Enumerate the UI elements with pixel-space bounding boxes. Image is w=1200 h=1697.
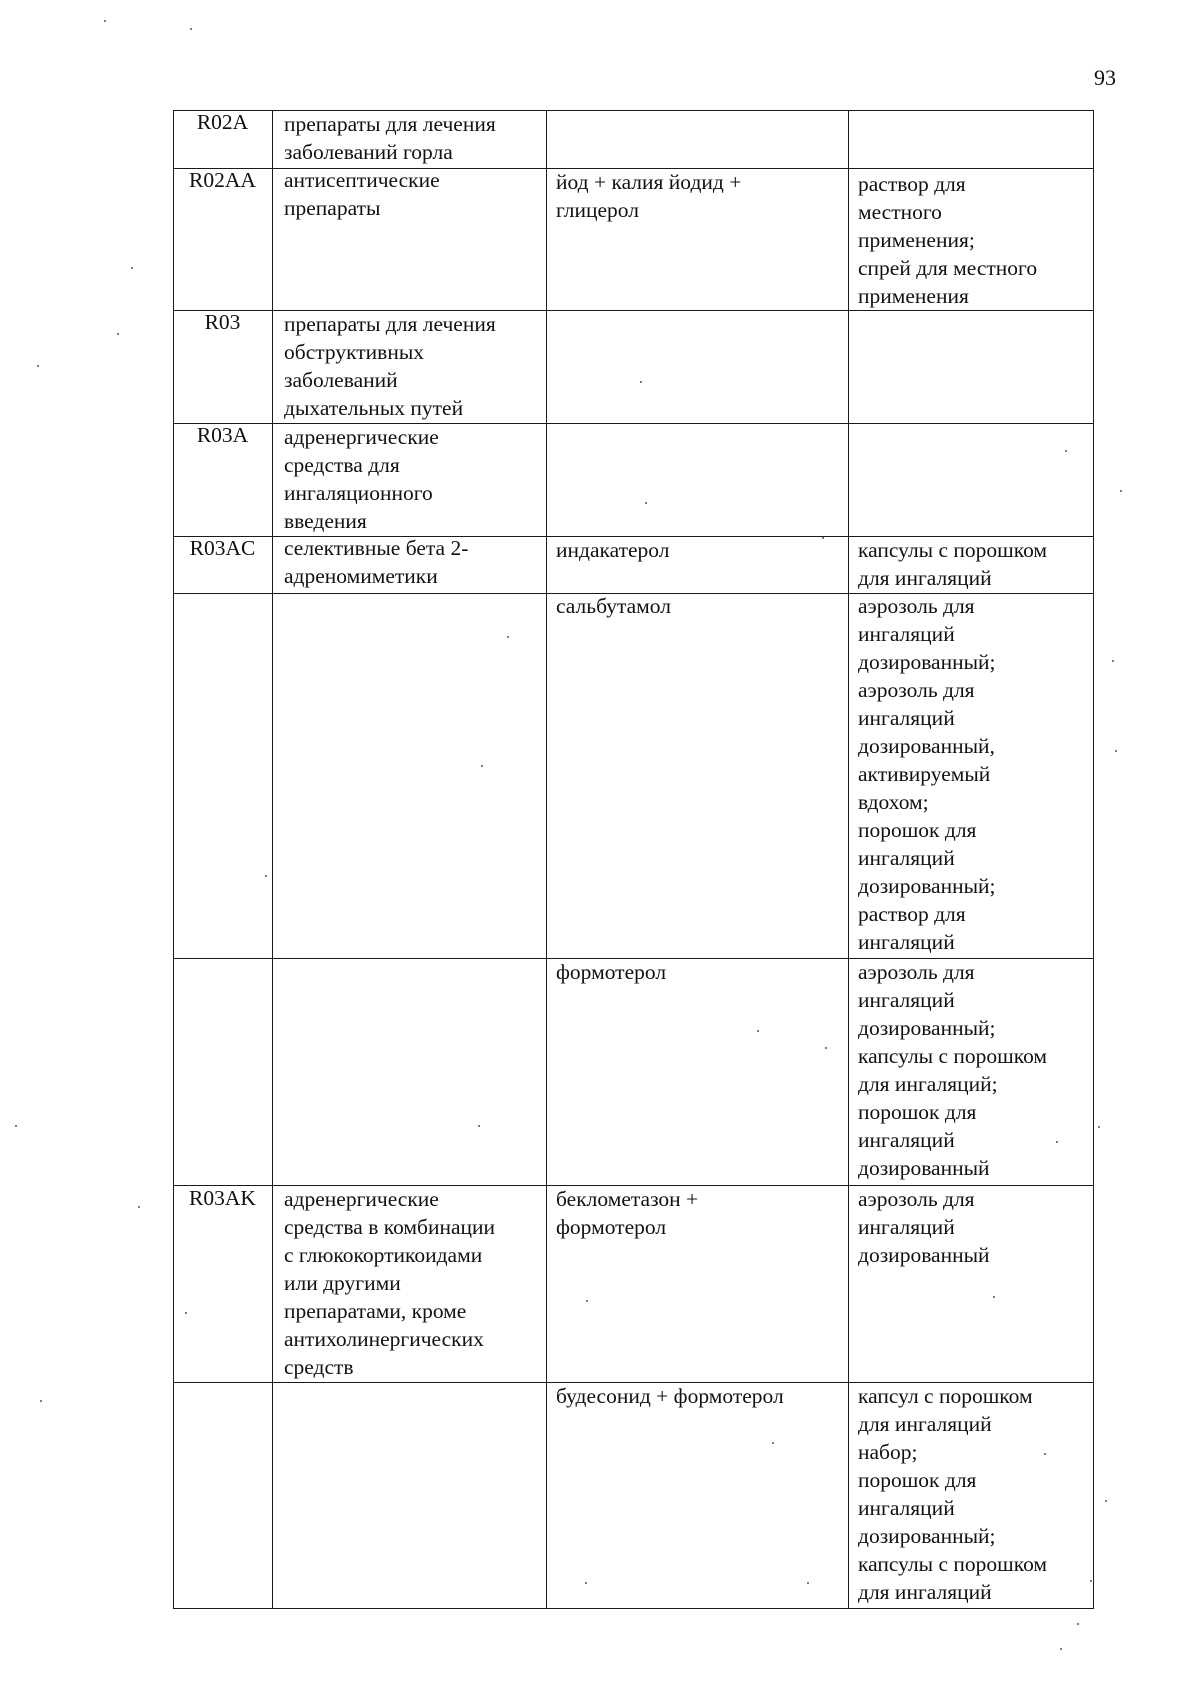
scan-speck (825, 1047, 827, 1049)
scan-speck (993, 1296, 995, 1298)
atc-code-cell: R02A (196, 110, 249, 134)
substance-cell: йод + калия йодид + глицерол (556, 170, 742, 222)
dosage-form-cell: капсулы с порошком для ингаляций (858, 538, 1048, 590)
scan-speck (757, 1030, 759, 1032)
dosage-form-cell: аэрозоль для ингаляций дозированный; аэрозоль для ингаляций дозированный, активируемый вдохом; порошок для ингаляций дозированный; раствор для ингаляций (858, 594, 996, 954)
substance-cell: формотерол (556, 960, 667, 984)
scan-speck (481, 765, 483, 767)
table-border-left (173, 110, 174, 1609)
group-name-cell: адренергические средства в комбинации с глюкокортикоидами или другими препаратами, кроме антихолинергических средств (284, 1187, 496, 1379)
atc-code-cell: R03AC (189, 536, 256, 560)
scan-speck (1115, 750, 1117, 752)
scan-speck (40, 1400, 42, 1402)
scan-speck (1044, 1453, 1046, 1455)
column-divider-3 (848, 110, 849, 1609)
group-name-cell: препараты для лечения заболеваний горла (284, 112, 496, 164)
dosage-form-cell: раствор для местного применения; спрей для местного применения (858, 172, 1038, 308)
scan-speck (131, 267, 133, 269)
atc-code-cell: R03 (204, 310, 241, 334)
column-divider-1 (272, 110, 273, 1609)
group-name-cell: адренергические средства для ингаляционного введения (284, 425, 439, 533)
scan-speck (185, 1312, 187, 1314)
group-name-cell: препараты для лечения обструктивных заболеваний дыхательных путей (284, 312, 496, 420)
atc-code-cell: R02AA (189, 168, 256, 192)
scan-speck (138, 1206, 140, 1208)
scan-speck (586, 1300, 588, 1302)
scan-speck (507, 636, 509, 638)
scan-speck (640, 381, 642, 383)
scan-speck (1060, 1648, 1062, 1650)
column-divider-2 (546, 110, 547, 1609)
scan-speck (1105, 1500, 1107, 1502)
page-number: 93 (1094, 65, 1116, 90)
scan-speck (585, 1582, 587, 1584)
scan-speck (15, 1125, 17, 1127)
atc-code-cell: R03AK (189, 1186, 256, 1210)
scan-speck (478, 1125, 480, 1127)
dosage-form-cell: капсул с порошком для ингаляций набор; порошок для ингаляций дозированный; капсулы с порошком для ингаляций (858, 1384, 1048, 1604)
atc-code-cell: R03A (196, 423, 249, 447)
dosage-form-cell: аэрозоль для ингаляций дозированный (858, 1187, 990, 1267)
scan-speck (190, 28, 192, 30)
scan-speck (1077, 1623, 1079, 1625)
scan-speck (1120, 490, 1122, 492)
scan-speck (1112, 660, 1114, 662)
scan-speck (265, 875, 267, 877)
group-name-cell: селективные бета 2- адреномиметики (284, 536, 469, 588)
substance-cell: беклометазон + формотерол (556, 1187, 699, 1239)
group-name-cell: антисептические препараты (284, 168, 440, 220)
substance-cell: будесонид + формотерол (556, 1384, 784, 1408)
scan-speck (822, 537, 824, 539)
scan-speck (1056, 1141, 1058, 1143)
scan-speck (1065, 450, 1067, 452)
scan-speck (772, 1442, 774, 1444)
dosage-form-cell: аэрозоль для ингаляций дозированный; капсулы с порошком для ингаляций; порошок для ингаляций дозированный (858, 960, 1048, 1180)
table-border-right (1093, 110, 1094, 1609)
scan-speck (807, 1582, 809, 1584)
substance-cell: индакатерол (556, 538, 670, 562)
scan-speck (37, 365, 39, 367)
substance-cell: сальбутамол (556, 594, 671, 618)
scan-speck (1098, 1126, 1100, 1128)
scan-speck (104, 20, 106, 22)
scan-speck (645, 502, 647, 504)
scan-speck (117, 333, 119, 335)
table-border-bottom (173, 1608, 1093, 1609)
scan-speck (1090, 1580, 1092, 1582)
